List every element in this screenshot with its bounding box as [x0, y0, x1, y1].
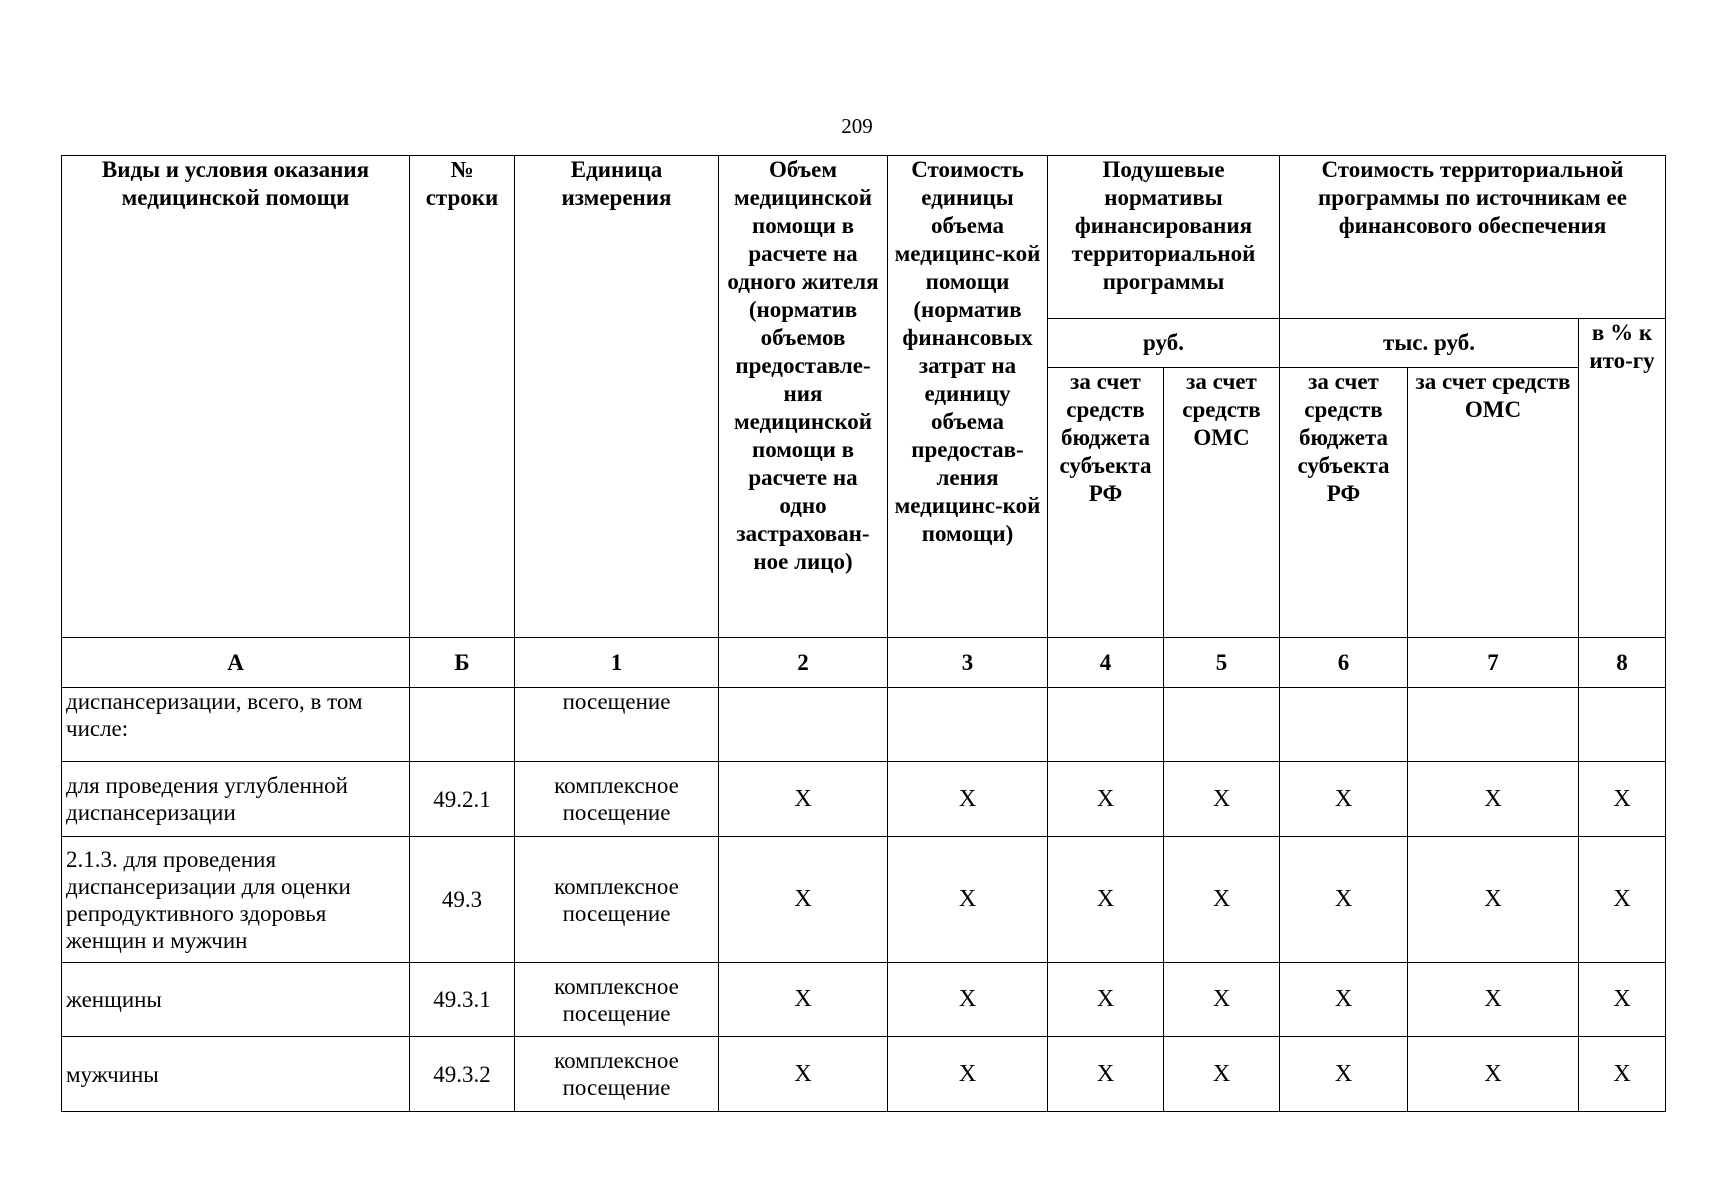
value-cell — [719, 688, 888, 762]
value-cell: X — [1280, 762, 1408, 837]
value-cell: X — [1280, 837, 1408, 963]
index-cell: 8 — [1579, 638, 1666, 688]
value-cell: X — [1280, 1037, 1408, 1112]
value-cell: X — [1164, 963, 1280, 1037]
header-oms-thousand: за счет средств ОМС — [1408, 368, 1579, 638]
value-cell: X — [1408, 963, 1579, 1037]
header-program-cost-group: Стоимость территориальной программы по источникам ее финансового обеспечения — [1280, 156, 1666, 319]
header-budget-rub: за счет средств бюджета субъекта РФ — [1048, 368, 1164, 638]
value-cell — [888, 688, 1048, 762]
value-cell: X — [888, 762, 1048, 837]
value-cell: X — [1408, 837, 1579, 963]
table-row — [62, 762, 1666, 837]
index-cell: 5 — [1164, 638, 1280, 688]
table-row — [62, 963, 1666, 1037]
header-per-capita-group: Подушевые нормативы финансирования территориальной программы — [1048, 156, 1280, 319]
row-name: 2.1.3. для проведения диспансеризации для оценки репродуктивного здоровья женщин и мужчин — [62, 837, 410, 963]
value-cell — [1579, 688, 1666, 762]
header-unit-thousand-rub: тыс. руб. — [1280, 319, 1579, 368]
table-row — [62, 837, 1666, 963]
row-number: 49.3.2 — [410, 1037, 515, 1112]
index-cell: 6 — [1280, 638, 1408, 688]
value-cell: X — [719, 837, 888, 963]
row-number: 49.2.1 — [410, 762, 515, 837]
value-cell: X — [1048, 963, 1164, 1037]
value-cell: X — [1164, 1037, 1280, 1112]
table-row — [62, 688, 1666, 762]
index-cell: 1 — [515, 638, 719, 688]
value-cell — [1048, 688, 1164, 762]
row-name: для проведения углубленной диспансеризации — [62, 762, 410, 837]
row-unit: посещение — [515, 688, 719, 762]
value-cell — [1164, 688, 1280, 762]
header-unit-cost: Стоимость единицы объема медицинс-кой помощи (норматив финансовых затрат на единицу объема предостав-ления медицинс-кой помощи) — [888, 156, 1048, 638]
header-unit: Единица измерения — [515, 156, 719, 638]
value-cell: X — [888, 1037, 1048, 1112]
value-cell: X — [1048, 762, 1164, 837]
header-unit-rub: руб. — [1048, 319, 1280, 368]
row-unit: комплексное посещение — [515, 1037, 719, 1112]
value-cell: X — [1048, 1037, 1164, 1112]
header-volume: Объем медицинской помощи в расчете на одного жителя (норматив объемов предоставле-ния медицинской помощи в расчете на одно застрахован-ное лицо) — [719, 156, 888, 638]
row-unit: комплексное посещение — [515, 837, 719, 963]
row-number: 49.3 — [410, 837, 515, 963]
row-name: женщины — [62, 963, 410, 1037]
value-cell: X — [1164, 837, 1280, 963]
value-cell — [1408, 688, 1579, 762]
financing-table — [61, 155, 1666, 1112]
row-name: мужчины — [62, 1037, 410, 1112]
value-cell: X — [1408, 1037, 1579, 1112]
row-number: 49.3.1 — [410, 963, 515, 1037]
row-name: диспансеризации, всего, в том числе: — [62, 688, 410, 762]
table-row — [62, 1037, 1666, 1112]
index-cell: 2 — [719, 638, 888, 688]
value-cell: X — [719, 1037, 888, 1112]
value-cell: X — [1048, 837, 1164, 963]
value-cell: X — [1579, 1037, 1666, 1112]
index-cell: А — [62, 638, 410, 688]
header-oms-rub: за счет средств ОМС — [1164, 368, 1280, 638]
value-cell: X — [1164, 762, 1280, 837]
header-percent-total: в % к ито-гу — [1579, 319, 1666, 638]
header-budget-thousand: за счет средств бюджета субъекта РФ — [1280, 368, 1408, 638]
value-cell: X — [1579, 762, 1666, 837]
header-row-number: № строки — [410, 156, 515, 638]
value-cell: X — [1579, 837, 1666, 963]
index-row — [62, 638, 1666, 688]
value-cell: X — [1280, 963, 1408, 1037]
row-unit: комплексное посещение — [515, 963, 719, 1037]
index-cell: 4 — [1048, 638, 1164, 688]
page-number: 209 — [841, 114, 873, 138]
value-cell: X — [888, 837, 1048, 963]
index-cell: 7 — [1408, 638, 1579, 688]
header-care-types: Виды и условия оказания медицинской помощи — [62, 156, 410, 638]
value-cell: X — [719, 762, 888, 837]
value-cell: X — [719, 963, 888, 1037]
index-cell: 3 — [888, 638, 1048, 688]
value-cell: X — [1408, 762, 1579, 837]
value-cell: X — [888, 963, 1048, 1037]
row-unit: комплексное посещение — [515, 762, 719, 837]
value-cell — [1280, 688, 1408, 762]
row-number — [410, 688, 515, 762]
index-cell: Б — [410, 638, 515, 688]
value-cell: X — [1579, 963, 1666, 1037]
